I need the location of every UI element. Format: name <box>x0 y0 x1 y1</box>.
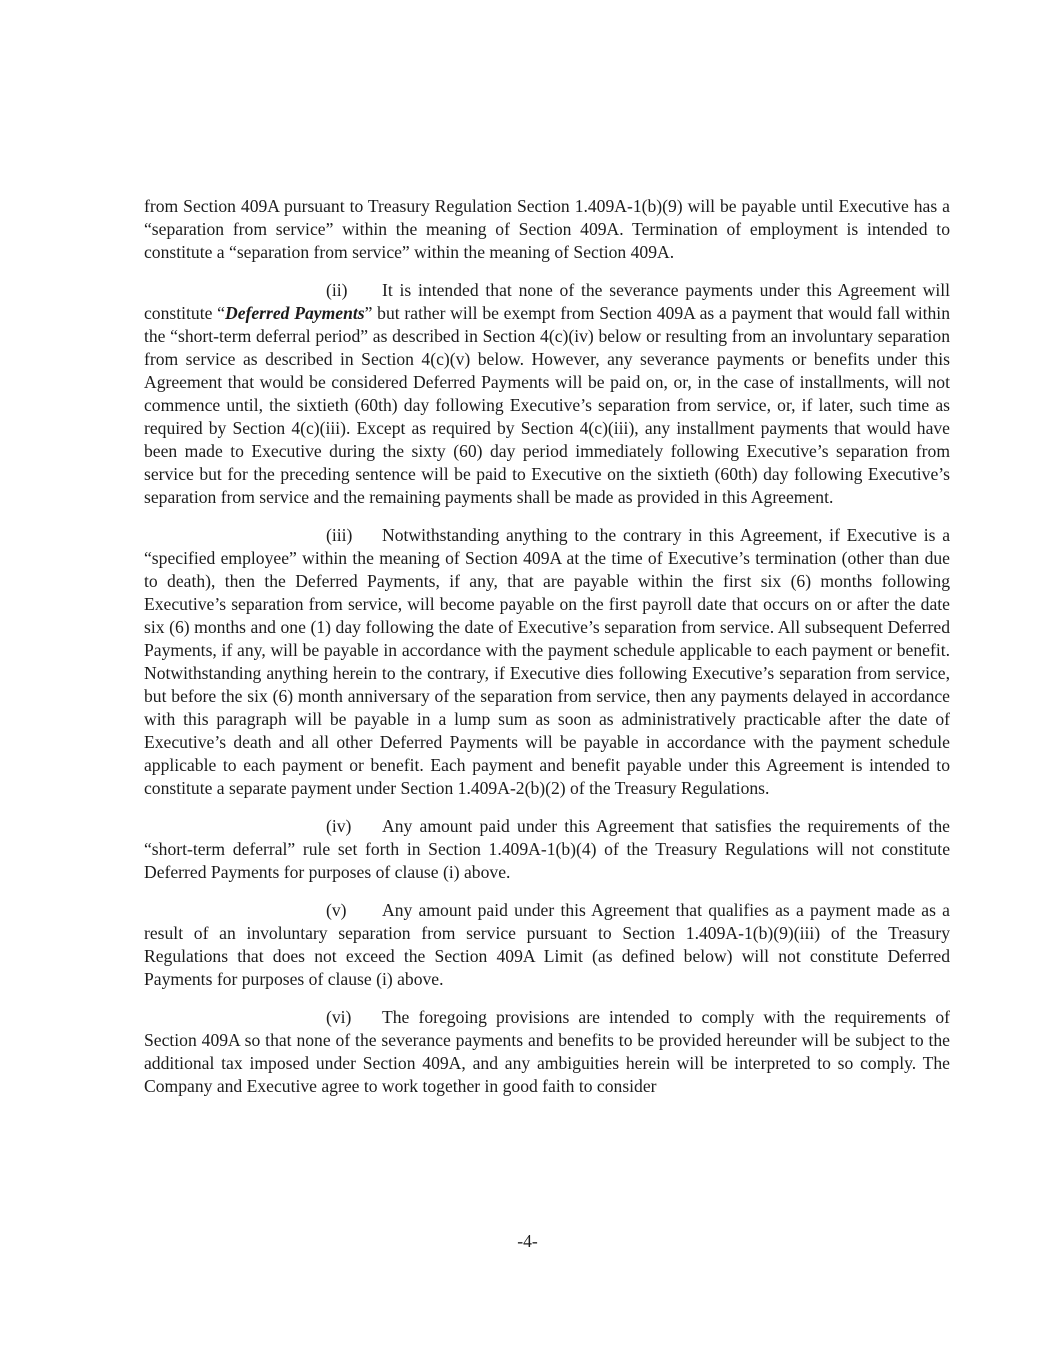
paragraph-marker: (vi) <box>326 1007 352 1027</box>
continuation-paragraph: from Section 409A pursuant to Treasury Regulation Section 1.409A-1(b)(9) will be payable until Executive has a “separation from service” within the meaning of Section 409A. Termination of employment is intended to constitute a “separation from service” within the meaning of Section 409A. <box>144 196 950 262</box>
paragraph-text: Any amount paid under this Agreement that qualifies as a payment made as a result of an involuntary separation from service pursuant to Section 1.409A-1(b)(9)(iii) of the Treasury Regulations that does not exceed the Section 409A Limit (as defined below) will not constitute Deferred Payments for purposes of clause (i) above. <box>144 900 950 989</box>
paragraph-marker: (iv) <box>326 816 352 836</box>
defined-term: Deferred Payments <box>224 303 365 323</box>
paragraph-ii <box>144 279 950 509</box>
paragraph-text: Notwithstanding anything to the contrary in this Agreement, if Executive is a “specified employee” within the meaning of Section 409A at the time of Executive’s termination (other than due to death), then the Deferred Payments, if any, that are payable within the first six (6) months following Executive’s separation from service, will become payable on the first payroll date that occurs on or after the date six (6) months and one (1) day following the date of Executive’s separation from service. All subsequent Deferred Payments, if any, will be payable in accordance with the payment schedule applicable to each payment or benefit. Notwithstanding anything herein to the contrary, if Executive dies following Executive’s separation from service, but before the six (6) month anniversary of the separation from service, then any payments delayed in accordance with this paragraph will be payable in a lump sum as soon as administratively practicable after the date of Executive’s death and all other Deferred Payments will be payable in accordance with the payment schedule applicable to each payment or benefit. Each payment and benefit payable under this Agreement is intended to constitute a separate payment under Section 1.409A-2(b)(2) of the Treasury Regulations. <box>144 525 950 798</box>
paragraph-text: It is intended that none of the severance payments under this Agreement will constitute “ <box>144 280 950 323</box>
paragraph-marker: (ii) <box>326 280 348 300</box>
document-page <box>144 195 950 1113</box>
paragraph-text: Any amount paid under this Agreement that satisfies the requirements of the “short-term deferral” rule set forth in Section 1.409A-1(b)(4) of the Treasury Regulations will not constitute Deferred Payments for purposes of clause (i) above. <box>144 816 950 882</box>
paragraph-v <box>144 899 950 991</box>
paragraph-iii <box>144 524 950 800</box>
paragraph-text: ” but rather will be exempt from Section 409A as a payment that would fall within the “short-term deferral period” as described in Section 4(c)(iv) below or resulting from an involuntary separation from service as described in Section 4(c)(v) below. However, any severance payments or benefits under this Agreement that would be considered Deferred Payments will be paid on, or, in the case of installments, will not commence until, the sixtieth (60th) day following Executive’s separation from service, or, if later, such time as required by Section 4(c)(iii). Except as required by Section 4(c)(iii), any installment payments that would have been made to Executive during the sixty (60) day period immediately following Executive’s separation from service but for the preceding sentence will be paid to Executive on the sixtieth (60th) day following Executive’s separation from service and the remaining payments shall be made as provided in this Agreement. <box>144 303 950 507</box>
paragraph-marker: (iii) <box>326 525 353 545</box>
paragraph-marker: (v) <box>326 900 347 920</box>
page-number: -4- <box>517 1231 538 1251</box>
paragraph-text: The foregoing provisions are intended to comply with the requirements of Section 409A so that none of the severance payments and benefits to be provided hereunder will be subject to the additional tax imposed under Section 409A, and any ambiguities herein will be interpreted to so comply. The Company and Executive agree to work together in good faith to consider <box>144 1007 950 1096</box>
paragraph-iv <box>144 815 950 884</box>
paragraph-vi <box>144 1006 950 1098</box>
